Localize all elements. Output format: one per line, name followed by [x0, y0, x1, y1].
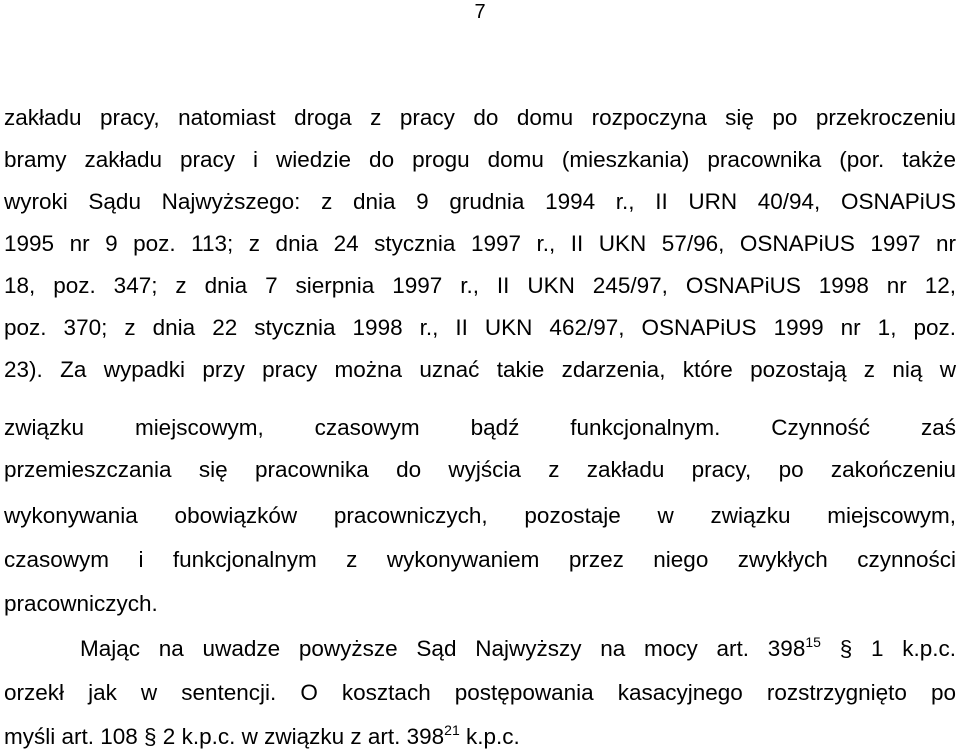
text-line-2: bramy zakładu pracy i wiedzie do progu domu (mieszkania) pracownika (por. także	[4, 147, 956, 172]
text-line-9: przemieszczania się pracownika do wyjścia z zakładu pracy, po zakończeniu	[4, 457, 956, 482]
para2-line3-end: k.p.c.	[466, 724, 520, 749]
paragraph2-line-2: orzekł jak w sentencji. O kosztach postępowania kasacyjnego rozstrzygnięto po	[4, 680, 956, 705]
text-line-1: zakładu pracy, natomiast droga z pracy do domu rozpoczyna się po przekroczeniu	[4, 105, 956, 130]
text-line-6: poz. 370; z dnia 22 stycznia 1998 r., II UKN 462/97, OSNAPiUS 1999 nr 1, poz.	[4, 315, 956, 340]
page-number: 7	[474, 1, 486, 23]
para2-line3-text: myśli art. 108 § 2 k.p.c. w związku z art. 398	[4, 724, 445, 749]
text-line-10: wykonywania obowiązków pracowniczych, pozostaje w związku miejscowym,	[4, 503, 956, 528]
text-line-7: 23). Za wypadki przy pracy można uznać takie zdarzenia, które pozostają z nią w	[4, 357, 956, 382]
para2-line1-end: § 1 k.p.c.	[839, 636, 956, 661]
text-line-8: związku miejscowym, czasowym bądź funkcjonalnym. Czynność zaś	[4, 415, 956, 440]
text-line-12: pracowniczych.	[4, 591, 158, 616]
superscript-21: 21	[444, 722, 460, 738]
paragraph2-line-3	[4, 722, 956, 752]
text-line-3: wyroki Sądu Najwyższego: z dnia 9 grudnia 1994 r., II URN 40/94, OSNAPiUS	[4, 189, 956, 214]
superscript-15: 15	[805, 634, 821, 650]
paragraph2-line-1	[80, 634, 956, 664]
para2-line1-text: Mając na uwadze powyższe Sąd Najwyższy na mocy art. 398	[80, 636, 806, 661]
text-line-5: 18, poz. 347; z dnia 7 sierpnia 1997 r., II UKN 245/97, OSNAPiUS 1998 nr 12,	[4, 273, 956, 298]
text-line-4: 1995 nr 9 poz. 113; z dnia 24 stycznia 1997 r., II UKN 57/96, OSNAPiUS 1997 nr	[4, 231, 956, 256]
text-line-11: czasowym i funkcjonalnym z wykonywaniem przez niego zwykłych czynności	[4, 547, 956, 572]
